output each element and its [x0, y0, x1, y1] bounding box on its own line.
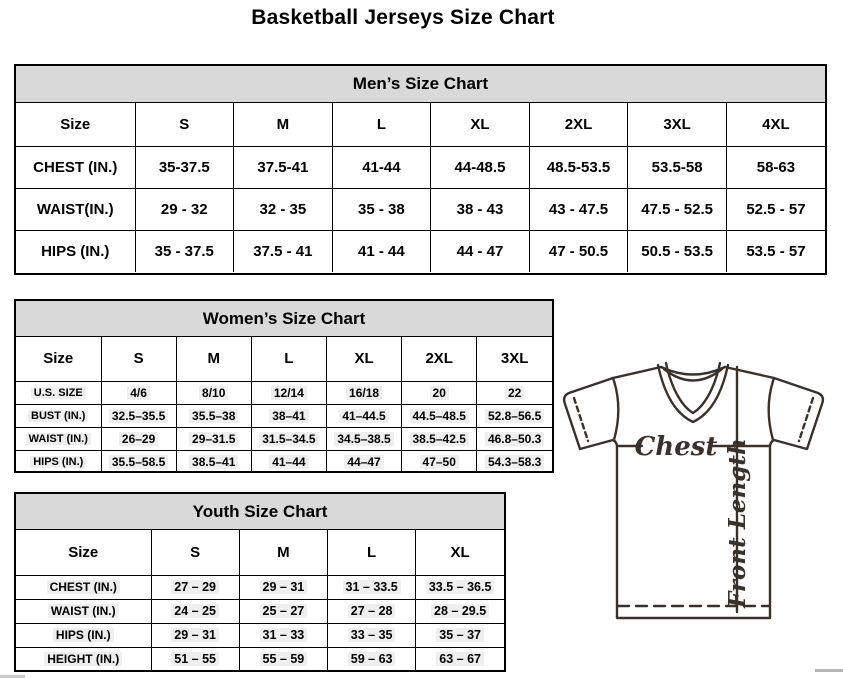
- measurement-row-label: [16, 623, 151, 647]
- size-value-cell: [326, 427, 401, 450]
- table-row: [16, 450, 552, 473]
- scrollbar-fragment-right: [815, 669, 843, 672]
- jersey-measurement-diagram: [558, 356, 843, 631]
- cell-text: 38.5–41: [189, 455, 238, 469]
- size-value-cell: [151, 647, 239, 671]
- cell-text: 4/6: [127, 386, 150, 400]
- size-value-cell: [402, 450, 477, 473]
- table-row: [16, 575, 504, 599]
- cell-text: HIPS (IN.): [30, 456, 86, 468]
- cell-text: 59 – 63: [348, 652, 396, 666]
- size-column-header: M: [234, 103, 333, 146]
- size-value-cell: 35 - 38: [332, 188, 431, 230]
- size-value-cell: [176, 404, 251, 427]
- size-value-cell: [101, 450, 176, 473]
- front-length-label: Front Length: [724, 438, 751, 608]
- size-column-header: S: [101, 337, 176, 381]
- cell-text: 26–29: [119, 432, 158, 446]
- table-row: [16, 188, 825, 230]
- size-value-cell: [477, 427, 552, 450]
- cell-text: 63 – 67: [436, 652, 484, 666]
- size-corner-header: Size: [16, 103, 135, 146]
- mens-size-table: [16, 103, 825, 272]
- cell-text: 34.5–38.5: [334, 432, 393, 446]
- cell-text: 29 – 31: [171, 628, 219, 642]
- measurement-row-label: CHEST (IN.): [16, 146, 135, 188]
- scrollbar-fragment-left: [0, 675, 25, 678]
- size-value-cell: [416, 623, 504, 647]
- size-value-cell: [416, 575, 504, 599]
- table-row: [16, 647, 504, 671]
- cell-text: 38.5–42.5: [410, 432, 469, 446]
- cell-text: 31.5–34.5: [259, 432, 318, 446]
- size-value-cell: [326, 404, 401, 427]
- cell-text: 31 – 33: [260, 628, 308, 642]
- cell-text: 16/18: [346, 386, 382, 400]
- size-value-cell: [416, 647, 504, 671]
- table-row: [16, 404, 552, 427]
- cell-text: 29 – 31: [260, 580, 308, 594]
- cell-text: 22: [505, 386, 524, 400]
- size-value-cell: [416, 599, 504, 623]
- cell-text: 8/10: [199, 386, 228, 400]
- size-value-cell: [239, 647, 327, 671]
- cell-text: 46.8–50.3: [485, 432, 544, 446]
- table-row: [16, 623, 504, 647]
- size-value-cell: [477, 450, 552, 473]
- size-value-cell: [328, 575, 416, 599]
- youth-chart-title: Youth Size Chart: [16, 494, 504, 530]
- size-column-header: L: [251, 337, 326, 381]
- size-value-cell: 35-37.5: [135, 146, 234, 188]
- size-value-cell: [251, 427, 326, 450]
- size-column-header: M: [176, 337, 251, 381]
- cell-text: 44–47: [344, 455, 383, 469]
- size-value-cell: [402, 381, 477, 404]
- size-value-cell: [101, 381, 176, 404]
- size-value-cell: 44-48.5: [431, 146, 530, 188]
- jersey-outline: [564, 367, 823, 618]
- size-value-cell: [176, 427, 251, 450]
- size-value-cell: [402, 427, 477, 450]
- size-column-header: M: [239, 530, 327, 575]
- table-row: [16, 146, 825, 188]
- table-row: [16, 230, 825, 272]
- measurement-row-label: WAIST(IN.): [16, 188, 135, 230]
- measurement-row-label: [16, 427, 101, 450]
- size-column-header: XL: [326, 337, 401, 381]
- size-value-cell: [239, 575, 327, 599]
- measurement-row-label: HIPS (IN.): [16, 230, 135, 272]
- size-value-cell: 29 - 32: [135, 188, 234, 230]
- size-column-header: XL: [431, 103, 530, 146]
- size-value-cell: 58-63: [726, 146, 825, 188]
- womens-size-chart: [14, 299, 554, 473]
- size-value-cell: 53.5 - 57: [726, 230, 825, 272]
- size-value-cell: [101, 427, 176, 450]
- table-row: [16, 427, 552, 450]
- youth-size-table: [16, 530, 504, 671]
- size-value-cell: 48.5-53.5: [529, 146, 628, 188]
- cell-text: 20: [430, 386, 449, 400]
- size-value-cell: [326, 450, 401, 473]
- size-value-cell: 47 - 50.5: [529, 230, 628, 272]
- cell-text: 12/14: [271, 386, 307, 400]
- size-corner-header: Size: [16, 337, 101, 381]
- cell-text: 33.5 – 36.5: [426, 580, 495, 594]
- size-column-header: S: [151, 530, 239, 575]
- size-column-header: 2XL: [402, 337, 477, 381]
- page-title: Basketball Jerseys Size Chart: [251, 6, 555, 29]
- cell-text: 28 – 29.5: [431, 604, 489, 618]
- size-value-cell: 38 - 43: [431, 188, 530, 230]
- mens-size-chart: [14, 64, 827, 275]
- cell-text: BUST (IN.): [28, 410, 88, 422]
- measurement-row-label: [16, 575, 151, 599]
- size-column-header: S: [135, 103, 234, 146]
- size-value-cell: 50.5 - 53.5: [628, 230, 727, 272]
- cell-text: HEIGHT (IN.): [44, 652, 122, 666]
- size-value-cell: [328, 599, 416, 623]
- cell-text: U.S. SIZE: [31, 387, 86, 399]
- measurement-row-label: [16, 647, 151, 671]
- youth-size-chart: [14, 492, 506, 672]
- size-value-cell: [251, 450, 326, 473]
- womens-chart-title: Women’s Size Chart: [16, 301, 552, 337]
- womens-size-table: [16, 337, 552, 473]
- cell-text: 44.5–48.5: [410, 409, 469, 423]
- cell-text: 35.5–58.5: [109, 455, 168, 469]
- cell-text: 52.8–56.5: [485, 409, 544, 423]
- cell-text: 38–41: [269, 409, 308, 423]
- measurement-row-label: [16, 381, 101, 404]
- cell-text: 55 – 59: [260, 652, 308, 666]
- size-value-cell: 32 - 35: [234, 188, 333, 230]
- size-value-cell: 44 - 47: [431, 230, 530, 272]
- size-column-header: L: [332, 103, 431, 146]
- size-value-cell: [239, 623, 327, 647]
- measurement-row-label: [16, 404, 101, 427]
- size-value-cell: [101, 404, 176, 427]
- size-value-cell: [151, 575, 239, 599]
- size-column-header: 2XL: [529, 103, 628, 146]
- cell-text: WAIST (IN.): [48, 604, 119, 618]
- size-value-cell: [326, 381, 401, 404]
- cell-text: 27 – 29: [171, 580, 219, 594]
- cell-text: WAIST (IN.): [26, 433, 91, 445]
- size-column-header: 3XL: [628, 103, 727, 146]
- size-value-cell: 41-44: [332, 146, 431, 188]
- table-row: [16, 381, 552, 404]
- size-value-cell: 37.5-41: [234, 146, 333, 188]
- cell-text: 35.5–38: [189, 409, 238, 423]
- size-value-cell: [477, 381, 552, 404]
- cell-text: 25 – 27: [260, 604, 308, 618]
- size-value-cell: [239, 599, 327, 623]
- size-value-cell: [328, 647, 416, 671]
- size-value-cell: [328, 623, 416, 647]
- size-value-cell: [151, 599, 239, 623]
- size-value-cell: 47.5 - 52.5: [628, 188, 727, 230]
- cell-text: 27 – 28: [348, 604, 396, 618]
- cell-text: 32.5–35.5: [109, 409, 168, 423]
- size-column-header: L: [328, 530, 416, 575]
- size-value-cell: [251, 381, 326, 404]
- size-column-header: 4XL: [726, 103, 825, 146]
- cell-text: 54.3–58.3: [485, 455, 544, 469]
- cell-text: 47–50: [420, 455, 459, 469]
- cell-text: 33 – 35: [348, 628, 396, 642]
- mens-chart-title: Men’s Size Chart: [16, 66, 825, 103]
- size-column-header: 3XL: [477, 337, 552, 381]
- measurement-row-label: [16, 450, 101, 473]
- cell-text: 51 – 55: [171, 652, 219, 666]
- chest-label: Chest: [634, 432, 718, 462]
- size-value-cell: 35 - 37.5: [135, 230, 234, 272]
- cell-text: 41–44.5: [339, 409, 388, 423]
- cell-text: CHEST (IN.): [47, 580, 120, 594]
- size-value-cell: 37.5 - 41: [234, 230, 333, 272]
- cell-text: 35 – 37: [436, 628, 484, 642]
- size-value-cell: 52.5 - 57: [726, 188, 825, 230]
- jersey-diagram-icon: [558, 356, 843, 631]
- table-row: [16, 599, 504, 623]
- size-value-cell: [402, 404, 477, 427]
- size-corner-header: Size: [16, 530, 151, 575]
- cell-text: 24 – 25: [171, 604, 219, 618]
- size-value-cell: [176, 381, 251, 404]
- size-value-cell: [151, 623, 239, 647]
- size-value-cell: 41 - 44: [332, 230, 431, 272]
- measurement-row-label: [16, 599, 151, 623]
- cell-text: 31 – 33.5: [343, 580, 401, 594]
- size-column-header: XL: [416, 530, 504, 575]
- size-value-cell: [477, 404, 552, 427]
- cell-text: 41–44: [269, 455, 308, 469]
- size-value-cell: [176, 450, 251, 473]
- cell-text: HIPS (IN.): [53, 628, 114, 642]
- size-value-cell: 43 - 47.5: [529, 188, 628, 230]
- size-value-cell: [251, 404, 326, 427]
- size-value-cell: 53.5-58: [628, 146, 727, 188]
- cell-text: 29–31.5: [189, 432, 238, 446]
